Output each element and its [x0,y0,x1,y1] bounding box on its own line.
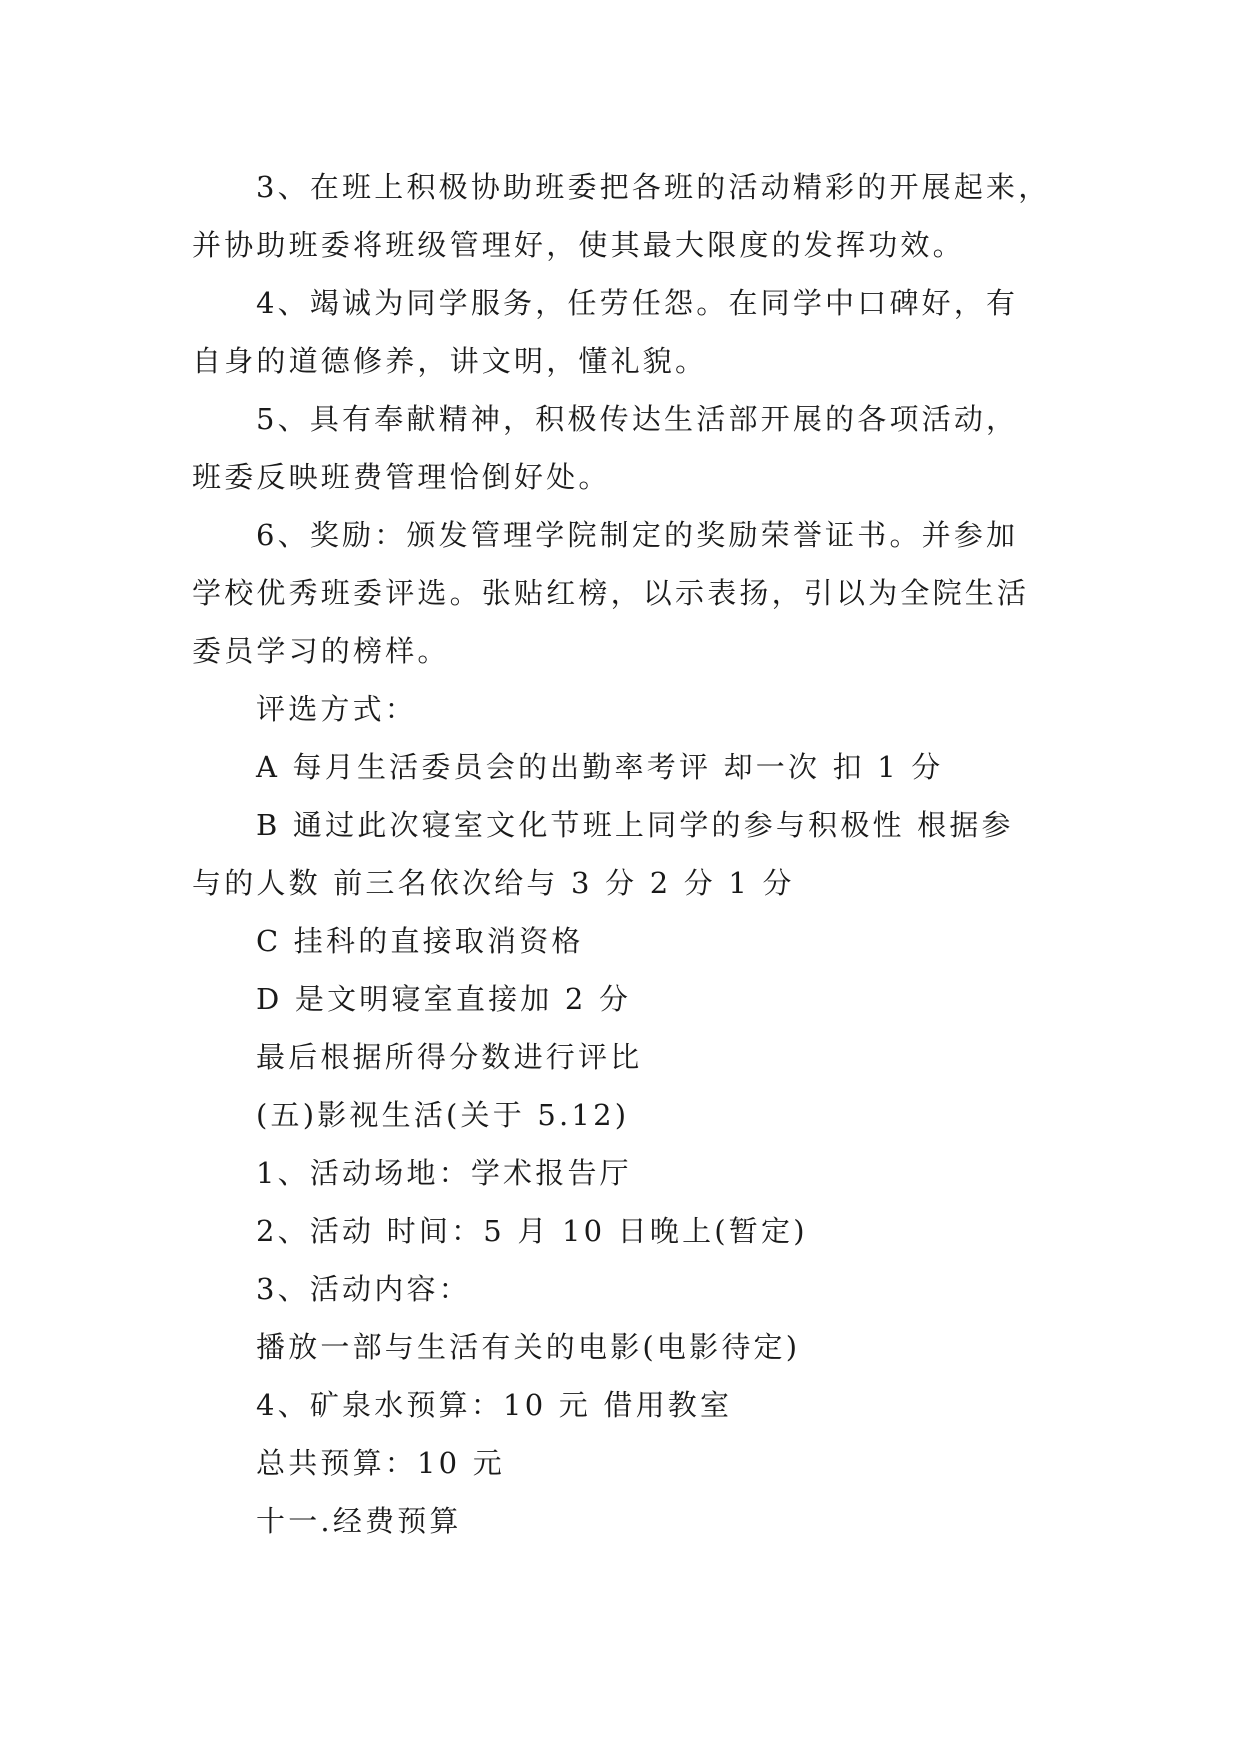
section-heading: (五)影视生活(关于 5.12) [256,1098,630,1132]
text-line: 1、活动场地：学术报告厅 [256,1156,632,1190]
text-line: 播放一部与生活有关的电影(电影待定) [256,1330,801,1364]
text-line: 评选方式： [256,692,418,726]
text-line: 与的人数 前三名依次给与 3 分 2 分 1 分 [192,866,795,900]
text-line: 2、活动 时间：5 月 10 日晚上(暂定) [256,1214,808,1248]
text-line: 最后根据所得分数进行评比 [256,1040,643,1074]
section-heading: 十一.经费预算 [256,1504,462,1538]
text-line: 4、矿泉水预算：10 元 借用教室 [256,1388,733,1422]
text-line: 4、竭诚为同学服务，任劳任怨。在同学中口碑好，有 [256,286,1019,320]
text-line: 学校优秀班委评选。张贴红榜，以示表扬，引以为全院生活 [192,576,1030,610]
text-line: 3、活动内容： [256,1272,471,1306]
text-line: 总共预算：10 元 [256,1446,505,1480]
text-line: 自身的道德修养，讲文明，懂礼貌。 [192,344,708,378]
text-line: 6、奖励：颁发管理学院制定的奖励荣誉证书。并参加 [256,518,1019,552]
text-line: A 每月生活委员会的出勤率考评 却一次 扣 1 分 [256,750,944,784]
text-line: C 挂科的直接取消资格 [256,924,584,958]
text-line: 5、具有奉献精神，积极传达生活部开展的各项活动， [256,402,1019,436]
text-line: 并协助班委将班级管理好，使其最大限度的发挥功效。 [192,228,965,262]
text-line: B 通过此次寝室文化节班上同学的参与积极性 根据参 [256,808,1014,842]
text-line: 班委反映班费管理恰倒好处。 [192,460,611,494]
text-line: D 是文明寝室直接加 2 分 [256,982,632,1016]
text-line: 3、在班上积极协助班委把各班的活动精彩的开展起来， [256,170,1051,204]
text-line: 委员学习的榜样。 [192,634,450,668]
